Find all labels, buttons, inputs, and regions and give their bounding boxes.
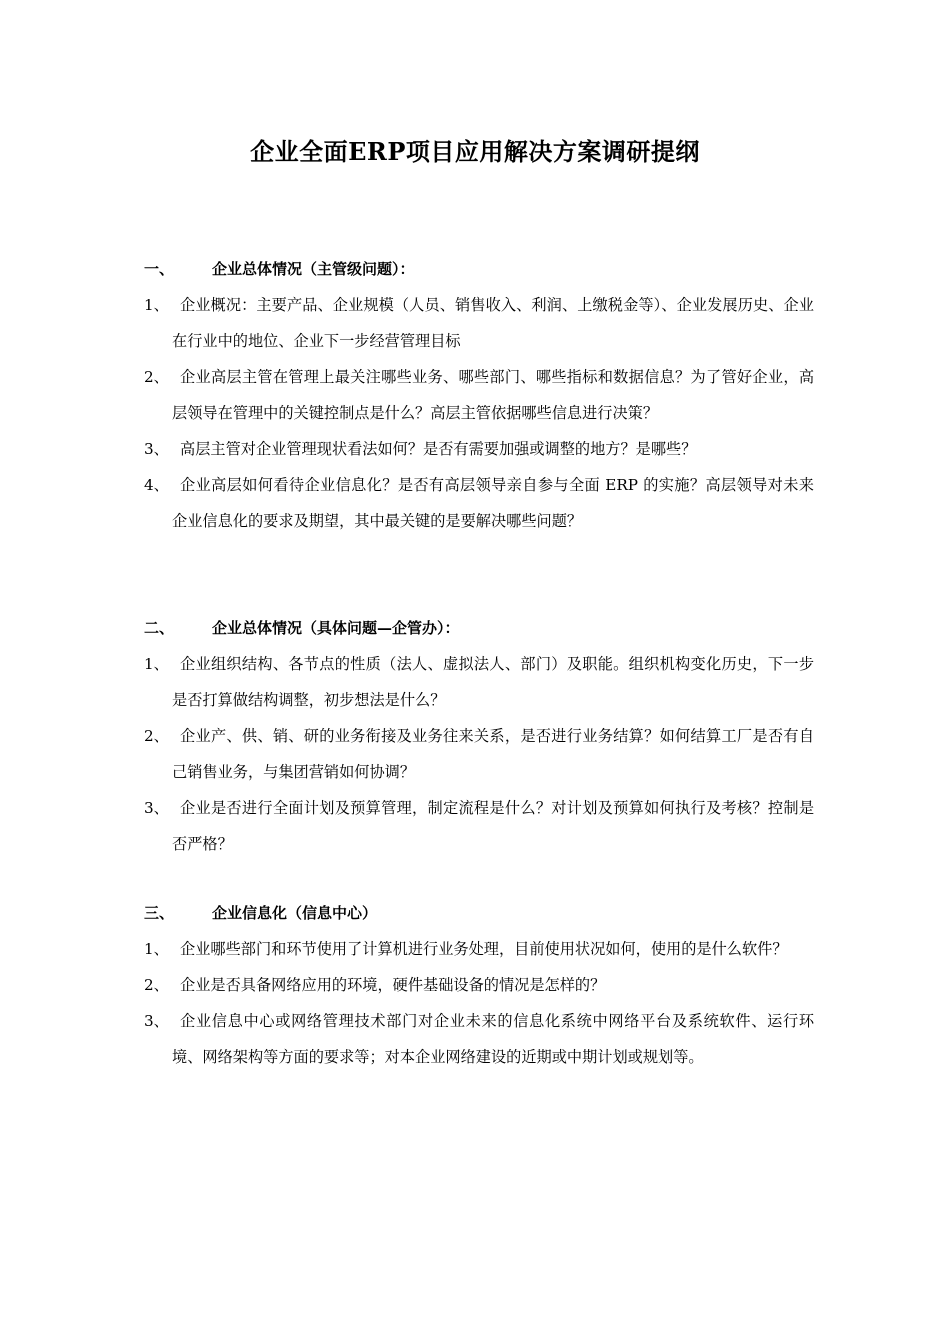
list-item bbox=[144, 931, 814, 967]
list-item-index: 2、 bbox=[144, 368, 169, 386]
list-item-text: 企业是否进行全面计划及预算管理，制定流程是什么？对计划及预算如何执行及考核？控制是否严格？ bbox=[172, 799, 814, 853]
list-item-text: 企业高层主管在管理上最关注哪些业务、哪些部门、哪些指标和数据信息？为了管好企业，高层领导在管理中的关键控制点是什么？高层主管依据哪些信息进行决策？ bbox=[172, 368, 814, 422]
section-heading bbox=[144, 251, 814, 287]
list-item-text: 企业是否具备网络应用的环境，硬件基础设备的情况是怎样的？ bbox=[180, 976, 606, 994]
document-title: 企业全面ERP项目应用解决方案调研提纲 bbox=[250, 137, 700, 166]
section-3 bbox=[144, 895, 814, 1075]
section-2 bbox=[144, 610, 814, 862]
list-item bbox=[144, 1003, 814, 1075]
list-item-text: 企业组织结构、各节点的性质（法人、虚拟法人、部门）及职能。组织机构变化历史，下一步是否打算做结构调整，初步想法是什么？ bbox=[172, 655, 814, 709]
section-heading bbox=[144, 610, 814, 646]
list-item-index: 1、 bbox=[144, 296, 169, 314]
section-1 bbox=[144, 251, 814, 539]
list-item bbox=[144, 431, 814, 467]
list-item-index: 3、 bbox=[144, 440, 169, 458]
list-item bbox=[144, 287, 814, 359]
list-item-index: 2、 bbox=[144, 976, 169, 994]
list-item-index: 1、 bbox=[144, 655, 169, 673]
list-item-text: 企业哪些部门和环节使用了计算机进行业务处理，目前使用状况如何，使用的是什么软件？ bbox=[180, 940, 788, 958]
section-heading-text: 企业总体情况（主管级问题）： bbox=[212, 260, 415, 278]
section-number: 一、 bbox=[144, 260, 175, 278]
list-item bbox=[144, 718, 814, 790]
section-number: 三、 bbox=[144, 904, 175, 922]
list-item-text: 高层主管对企业管理现状看法如何？是否有需要加强或调整的地方？是哪些？ bbox=[180, 440, 697, 458]
list-item-index: 3、 bbox=[144, 1012, 169, 1030]
list-item bbox=[144, 790, 814, 862]
list-item bbox=[144, 467, 814, 539]
list-item-index: 4、 bbox=[144, 476, 169, 494]
list-item-index: 1、 bbox=[144, 940, 169, 958]
list-item bbox=[144, 646, 814, 718]
section-heading-text: 企业总体情况（具体问题—企管办）： bbox=[212, 619, 460, 637]
list-item-index: 3、 bbox=[144, 799, 169, 817]
list-item-text: 企业信息中心或网络管理技术部门对企业未来的信息化系统中网络平台及系统软件、运行环境、网络架构等方面的要求等；对本企业网络建设的近期或中期计划或规划等。 bbox=[172, 1012, 814, 1066]
section-heading bbox=[144, 895, 814, 931]
list-item-text: 企业产、供、销、研的业务衔接及业务往来关系，是否进行业务结算？如何结算工厂是否有自己销售业务，与集团营销如何协调？ bbox=[172, 727, 814, 781]
list-item-text: 企业概况：主要产品、企业规模（人员、销售收入、利润、上缴税金等）、企业发展历史、企业在行业中的地位、企业下一步经营管理目标 bbox=[172, 296, 814, 350]
list-item-index: 2、 bbox=[144, 727, 169, 745]
list-item bbox=[144, 359, 814, 431]
section-heading-text: 企业信息化（信息中心） bbox=[212, 904, 378, 922]
list-item-text: 企业高层如何看待企业信息化？是否有高层领导亲自参与全面 ERP 的实施？高层领导对未来企业信息化的要求及期望，其中最关键的是要解决哪些问题？ bbox=[172, 476, 814, 530]
section-number: 二、 bbox=[144, 619, 175, 637]
list-item bbox=[144, 967, 814, 1003]
